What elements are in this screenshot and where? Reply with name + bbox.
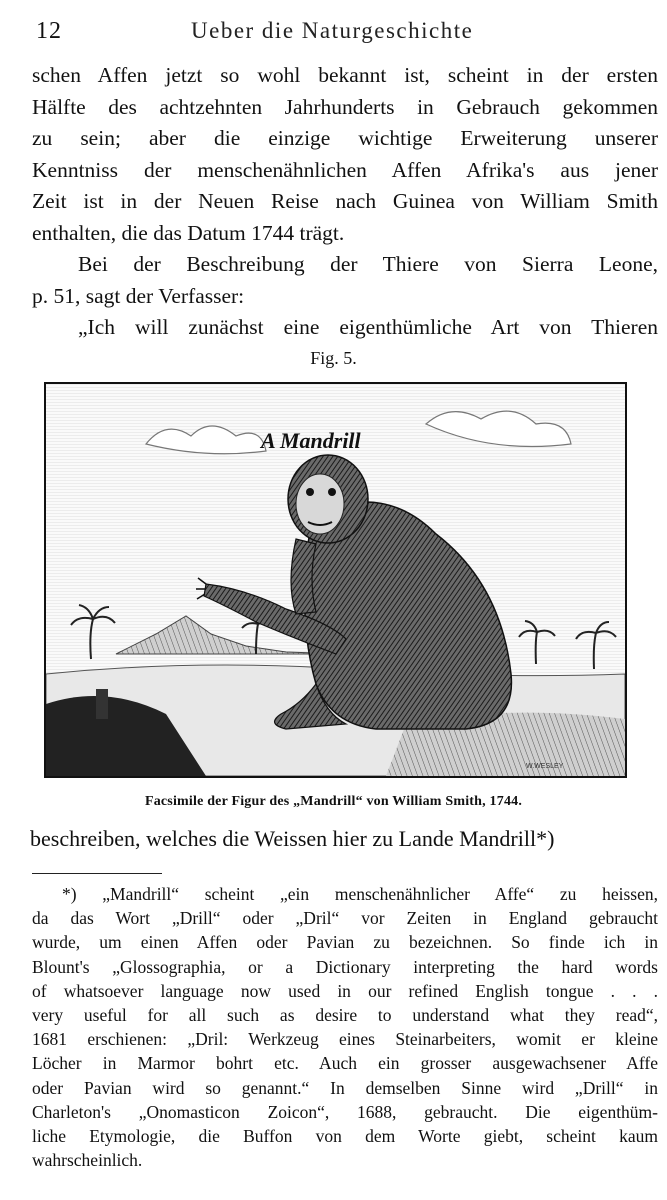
body-line: zu sein; aber die einzige wichtige Erweiterung unserer <box>32 126 658 150</box>
body-line: p. 51, sagt der Verfasser: <box>32 283 245 308</box>
footnote-line: of whatsoever language now used in our refined English tongue . . . <box>32 980 658 1001</box>
footnote-line: liche Etymologie, die Buffon von dem Worte giebt, scheint kaum <box>32 1125 658 1146</box>
post <box>96 689 108 719</box>
engraving-illustration <box>46 384 625 776</box>
footnote-line: Löcher in Marmor bohrt etc. Auch ein grosser ausgewachsener Affe <box>32 1053 658 1074</box>
body-line: Hälfte des achtzehnten Jahrhunderts in Gebrauch gekommen <box>32 94 658 119</box>
mandrill-engraving <box>44 382 627 778</box>
body-line: enthalten, die das Datum 1744 trägt. <box>32 220 345 245</box>
footnote <box>32 882 658 1172</box>
figure-caption: Facsimile der Figur des „Mandrill“ von William Smith, 1744. <box>144 794 523 809</box>
footnote-divider <box>32 873 162 874</box>
footnote-line: wahrscheinlich. <box>32 1150 143 1171</box>
body-line: Zeit ist in der Neuen Reise nach Guinea von William Smith <box>32 189 658 213</box>
page-number: 12 <box>36 18 62 44</box>
footnote-line: Charleton's „Onomasticon Zoicon“, 1688, gebraucht. Die eigenthüm- <box>32 1101 658 1122</box>
footnote-line: *) „Mandrill“ scheint „ein menschenähnlicher Affe“ zu heissen, <box>62 884 658 904</box>
footnote-line: 1681 erschienen: „Dril: Werkzeug eines Steinarbeiters, womit er kleine <box>32 1029 658 1050</box>
engraver-signature: W.WESLEY <box>526 763 564 770</box>
page-header <box>36 18 637 52</box>
engraved-title: A Mandrill <box>261 428 361 453</box>
footnote-line: Blount's „Glossographia, or a Dictionary interpreting the hard words <box>32 956 658 977</box>
running-head: Ueber die Naturgeschichte <box>191 18 474 43</box>
footnote-line: oder Pavian wird so genannt.“ In demselben Sinne wird „Drill“ in <box>32 1077 658 1098</box>
continuation-line: beschreiben, welches die Weissen hier zu Lande Mandrill*) <box>30 826 555 851</box>
footnote-line: very useful for all such as desire to understand what they read“, <box>32 1004 658 1025</box>
body-line: „Ich will zunächst eine eigenthümliche Art von Thieren <box>78 315 658 339</box>
figure-label: Fig. 5. <box>310 348 357 368</box>
body-line: Kenntniss der menschenähnlichen Affen Afrika's aus jener <box>32 157 658 182</box>
footnote-line: da das Wort „Drill“ oder „Dril“ vor Zeiten in England gebraucht <box>32 908 658 929</box>
body-line: Bei der Beschreibung der Thiere von Sierra Leone, <box>78 252 658 276</box>
body-text <box>32 60 658 344</box>
body-line: schen Affen jetzt so wohl bekannt ist, scheint in der ersten <box>32 63 658 87</box>
footnote-line: wurde, um einen Affen oder Pavian zu bezeichnen. So finde ich in <box>32 932 658 953</box>
